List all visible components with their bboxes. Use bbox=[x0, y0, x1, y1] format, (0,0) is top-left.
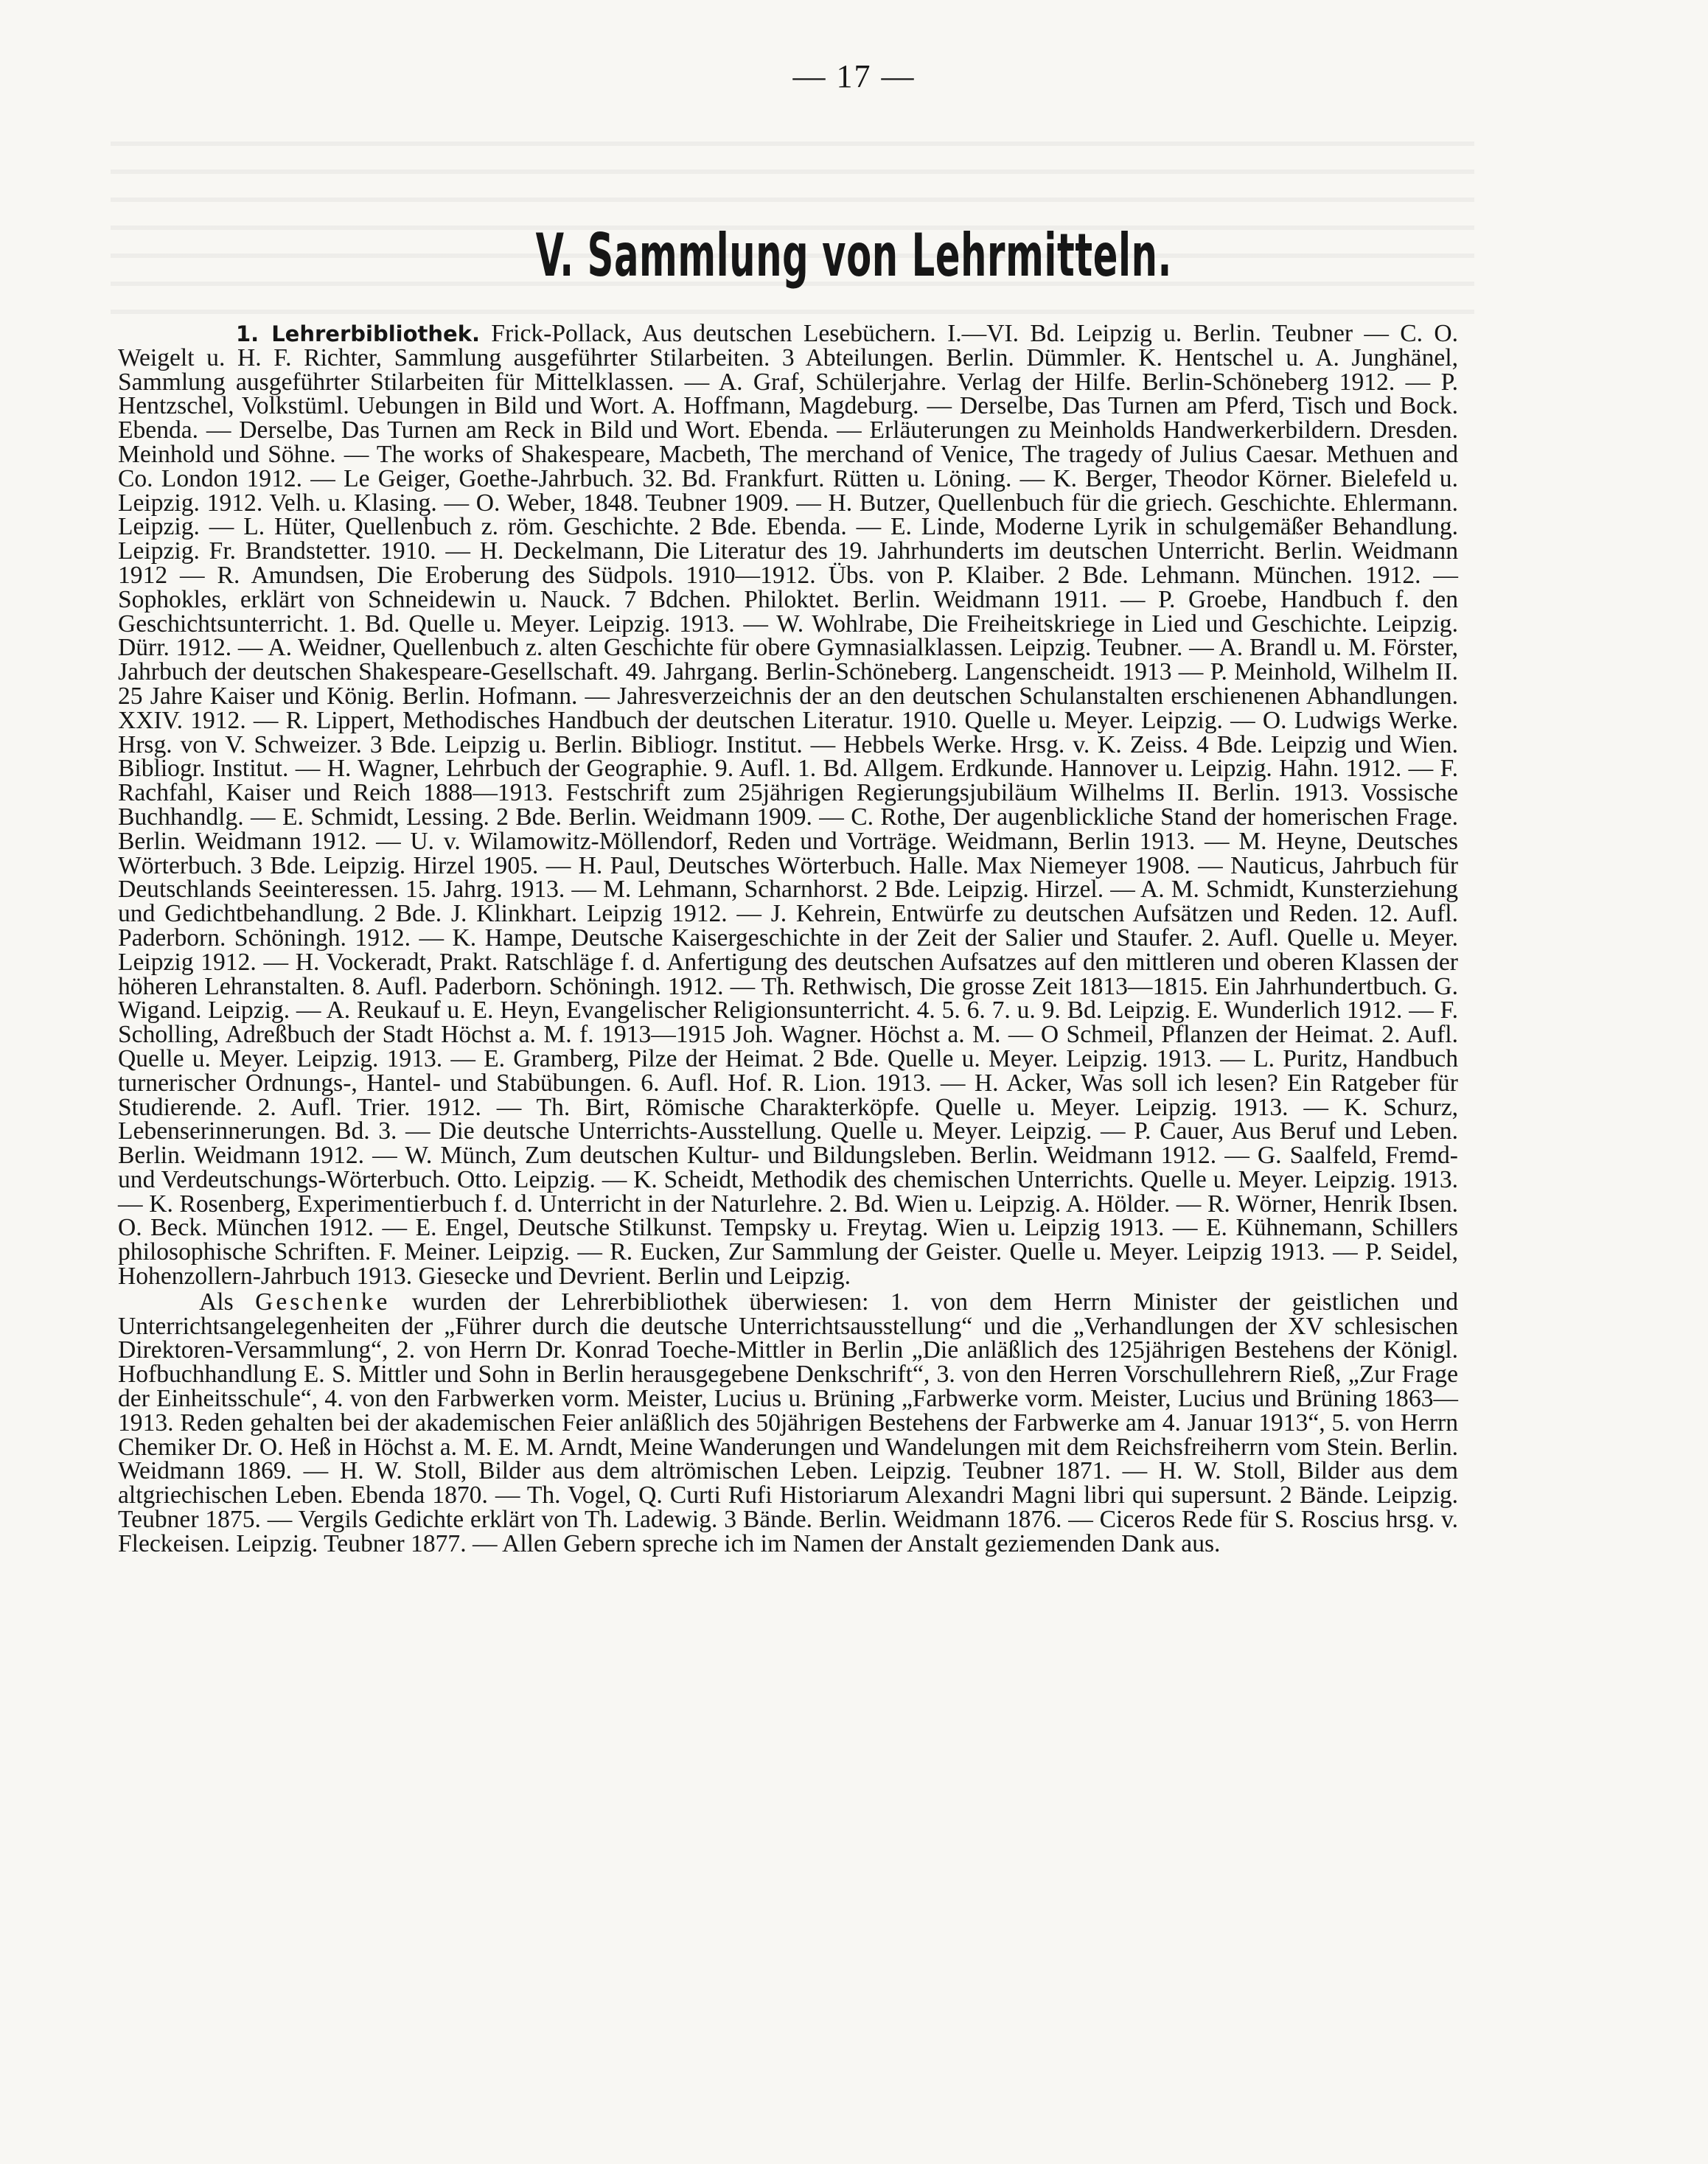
section-heading: V. Sammlung von Lehrmitteln. bbox=[535, 221, 1172, 290]
body-text bbox=[118, 322, 1458, 1557]
paragraph-lead: 1. Lehrerbibliothek. bbox=[236, 321, 480, 346]
paragraph-prefix: Als bbox=[199, 1288, 234, 1316]
paragraph-text: Frick-Pollack, Aus deutschen Lesebüchern. I.—VI. Bd. Leipzig u. Berlin. Teubner — C. O. Weigelt u. H. F. Richter, Sammlung ausgeführter Stilarbeiten. 3 Abteilungen. Berlin. Dümmler. K. Hentschel u. A. Junghänel, Sammlung ausgeführter Stilarbeiten für Mittelklassen. — A. Graf, Schülerjahre. Verlag der Hilfe. Berlin-Schöneberg 1912. — P. Hentzschel, Volkstüml. Uebungen in Bild und Wort. A. Hoffmann, Magdeburg. — Derselbe, Das Turnen am Pferd, Tisch und Bock. Ebenda. — Derselbe, Das Turnen am Reck in Bild und Wort. Ebenda. — Erläuterungen zu Meinholds Handwerkerbildern. Dresden. Meinhold und Söhne. — The works of Shakespeare, Macbeth, The merchand of Venice, The tragedy of Julius Caesar. Methuen and Co. London 1912. — Le Geiger, Goethe-Jahrbuch. 32. Bd. Frankfurt. Rütten u. Löning. — K. Berger, Theodor Körner. Bielefeld u. Leipzig. 1912. Velh. u. Klasing. — O. Weber, 1848. Teubner 1909. — H. Butzer, Quellenbuch für die griech. Geschichte. Ehlermann. Leipzig. — L. Hüter, Quellenbuch z. röm. Geschichte. 2 Bde. Ebenda. — E. Linde, Moderne Lyrik in schulgemäßer Behandlung. Leipzig. Fr. Brandstetter. 1910. — H. Deckelmann, Die Literatur des 19. Jahrhunderts im deutschen Unterricht. Berlin. Weidmann 1912 — R. Amundsen, Die Eroberung des Südpols. 1910—1912. Übs. von P. Klaiber. 2 Bde. Lehmann. München. 1912. — Sophokles, erklärt von Schneidewin u. Nauck. 7 Bdchen. Philoktet. Berlin. Weidmann 1911. — P. Groebe, Handbuch f. den Geschichtsunterricht. 1. Bd. Quelle u. Meyer. Leipzig. 1913. — W. Wohlrabe, Die Freiheitskriege in Lied und Geschichte. Leipzig. Dürr. 1912. — A. Weidner, Quellenbuch z. alten Geschichte für obere Gymnasialklassen. Leipzig. Teubner. — A. Brandl u. M. Förster, Jahrbuch der deutschen Shakespeare-Gesellschaft. 49. Jahrgang. Berlin-Schöneberg. Langenscheidt. 1913 — P. Meinhold, Wilhelm II. 25 Jahre Kaiser und König. Berlin. Hofmann. — Jahresverzeichnis der an den deutschen Schulanstalten erschienenen Abhandlungen. XXIV. 1912. — R. Lippert, Methodisches Handbuch der deutschen Literatur. 1910. Quelle u. Meyer. Leipzig. — O. Ludwigs Werke. Hrsg. von V. Schweizer. 3 Bde. Leipzig u. Berlin. Bibliogr. Institut. — Hebbels Werke. Hrsg. v. K. Zeiss. 4 Bde. Leipzig und Wien. Bibliogr. Institut. — H. Wagner, Lehrbuch der Geographie. 9. Aufl. 1. Bd. Allgem. Erdkunde. Hannover u. Leipzig. Hahn. 1912. — F. Rachfahl, Kaiser und Reich 1888—1913. Festschrift zum 25jährigen Regierungsjubiläum Wilhelms II. Berlin. 1913. Vossische Buchhandlg. — E. Schmidt, Lessing. 2 Bde. Berlin. Weidmann 1909. — C. Rothe, Der augenblickliche Stand der homerischen Frage. Berlin. Weidmann 1912. — U. v. Wilamowitz-Möllendorf, Reden und Vorträge. Weidmann, Berlin 1913. — M. Heyne, Deutsches Wörterbuch. 3 Bde. Leipzig. Hirzel 1905. — H. Paul, Deutsches Wörterbuch. Halle. Max Niemeyer 1908. — Nauticus, Jahrbuch für Deutschlands Seeinteressen. 15. Jahrg. 1913. — M. Lehmann, Scharnhorst. 2 Bde. Leipzig. Hirzel. — A. M. Schmidt, Kunsterziehung und Gedichtbehandlung. 2 Bde. J. Klinkhart. Leipzig 1912. — J. Kehrein, Entwürfe zu deutschen Aufsätzen und Reden. 12. Aufl. Paderborn. Schöningh. 1912. — K. Hampe, Deutsche Kaisergeschichte in der Zeit der Salier und Staufer. 2. Aufl. Quelle u. Meyer. Leipzig 1912. — H. Vockeradt, Prakt. Ratschläge f. d. Anfertigung des deutschen Aufsatzes auf den mittleren und oberen Klassen der höheren Lehranstalten. 8. Aufl. Paderborn. Schöningh. 1912. — Th. Rethwisch, Die grosse Zeit 1813—1815. Ein Jahrhundertbuch. G. Wigand. Leipzig. — A. Reukauf u. E. Heyn, Evangelischer Religionsunterricht. 4. 5. 6. 7. u. 9. Bd. Leipzig. E. Wunderlich 1912. — F. Scholling, Adreßbuch der Stadt Höchst a. M. f. 1913—1915 Joh. Wagner. Höchst a. M. — O Schmeil, Pflanzen der Heimat. 2. Aufl. Quelle u. Meyer. Leipzig. 1913. — E. Gramberg, Pilze der Heimat. 2 Bde. Quelle u. Meyer. Leipzig. 1913. — L. Puritz, Handbuch turnerischer Ordnungs-, Hantel- und Stabübungen. 6. Aufl. Hof. R. Lion. 1913. — H. Acker, Was soll ich lesen? Ein Ratgeber für Studierende. 2. Aufl. Trier. 1912. — Th. Birt, Römische Charakterköpfe. Quelle u. Meyer. Leipzig. 1913. — K. Schurz, Lebenserinnerungen. Bd. 3. — Die deutsche Unterrichts-Ausstellung. Quelle u. Meyer. Leipzig. — P. Cauer, Aus Beruf und Leben. Berlin. Weidmann 1912. — W. Münch, Zum deutschen Kultur- und Bildungsleben. Berlin. Weidmann 1912. — G. Saalfeld, Fremd- und Verdeutschungs-Wörterbuch. Otto. Leipzig. — K. Scheidt, Methodik des chemischen Unterrichts. Quelle u. Meyer. Leipzig. 1913. — K. Rosenberg, Experimentierbuch f. d. Unterricht in der Naturlehre. 2. Bd. Wien u. Leipzig. A. Hölder. — R. Wörner, Henrik Ibsen. O. Beck. München 1912. — E. Engel, Deutsche Stilkunst. Tempsky u. Freytag. Wien u. Leipzig 1913. — E. Kühnemann, Schillers philosophische Schriften. F. Meiner. Leipzig. — R. Eucken, Zur Sammlung der Geister. Quelle u. Meyer. Leipzig 1913. — P. Seidel, Hohenzollern-Jahrbuch 1913. Giesecke und Devrient. Berlin und Leipzig. bbox=[118, 320, 1458, 1291]
paragraph-lehrerbibliothek bbox=[118, 322, 1458, 1289]
page-number: — 17 — bbox=[792, 58, 916, 94]
paragraph-geschenke bbox=[118, 1288, 1458, 1557]
paragraph-text: wurden der Lehrerbibliothek überwiesen: 1. von dem Herrn Minister der geistlichen und Unterrichtsangelegenheiten der „Führer durch die deutsche Unterrichtsausstellung“ und die „Verhandlungen der XV schlesischen Direktoren-Versammlung“, 2. von Herrn Dr. Konrad Toeche-Mittler in Berlin „Die anläßlich des 125jährigen Bestehens der Königl. Hofbuchhandlung E. S. Mittler und Sohn in Berlin herausgegebene Denkschrift“, 3. von den Herren Vorschullehrern Rieß, „Zur Frage der Einheitsschule“, 4. von den Farbwerken vorm. Meister, Lucius u. Brüning „Farbwerke vorm. Meister, Lucius und Brüning 1863—1913. Reden gehalten bei der akademischen Feier anläßlich des 50jährigen Bestehens der Farbwerke am 4. Januar 1913“, 5. von Herrn Chemiker Dr. O. Heß in Höchst a. M. E. M. Arndt, Meine Wanderungen und Wandelungen mit dem Reichsfreiherrn vom Stein. Berlin. Weidmann 1869. — H. W. Stoll, Bilder aus dem altrömischen Leben. Leipzig. Teubner 1871. — H. W. Stoll, Bilder aus dem altgriechischen Leben. Ebenda 1870. — Th. Vogel, Q. Curti Rufi Historiarum Alexandri Magni libri qui supersunt. 2 Bände. Leipzig. Teubner 1875. — Vergils Gedichte erklärt von Th. Ladewig. 3 Bände. Berlin. Weidmann 1876. — Ciceros Rede für S. Roscius hrsg. v. Fleckeisen. Leipzig. Teubner 1877. — Allen Gebern spreche ich im Namen der Anstalt geziemenden Dank aus. bbox=[118, 1288, 1458, 1557]
spaced-word: Geschenke bbox=[255, 1288, 391, 1316]
